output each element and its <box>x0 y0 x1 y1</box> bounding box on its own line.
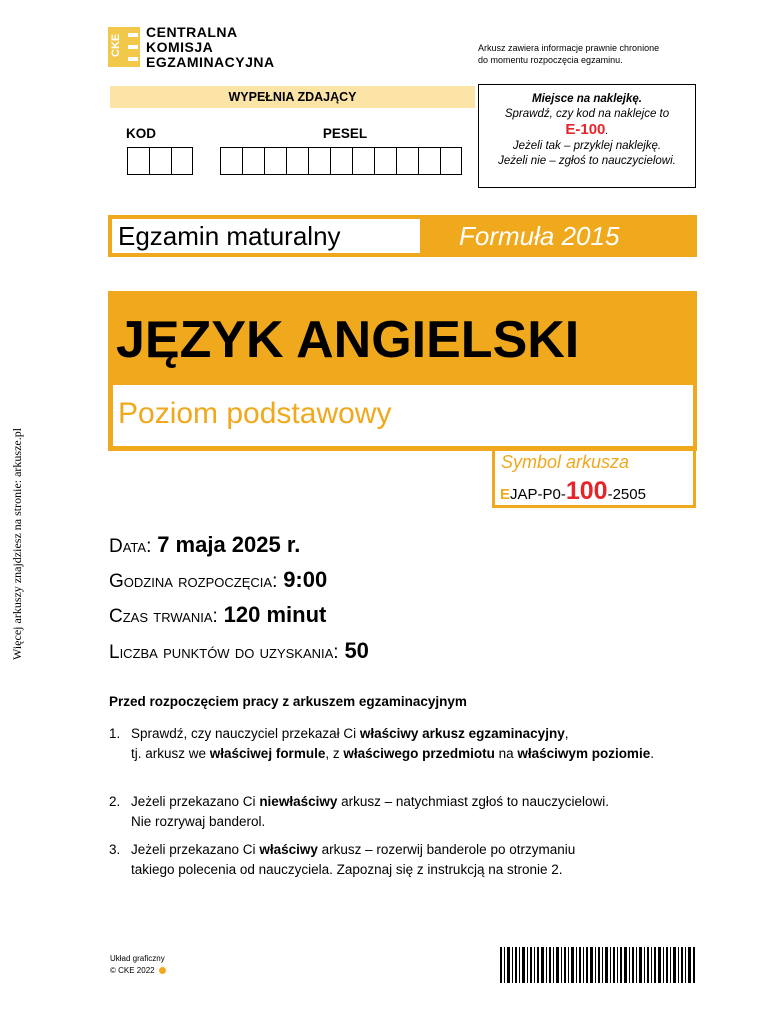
start-value: 9:00 <box>283 567 328 592</box>
item-number: 3. <box>109 842 121 857</box>
pesel-box[interactable] <box>352 147 374 175</box>
fill-header: WYPEŁNIA ZDAJĄCY <box>110 86 475 108</box>
text: Nie rozrywaj banderol. <box>131 813 266 829</box>
sticker-line-3: Jeżeli nie – zgłoś to nauczycielowi. <box>498 155 676 167</box>
duration-label: Czas trwania: <box>109 606 218 627</box>
info-date <box>109 532 300 558</box>
text: Jeżeli przekazano Ci <box>131 842 260 857</box>
duration-value: 120 minut <box>223 602 327 627</box>
symbol-label: Symbol arkusza <box>501 452 630 472</box>
sticker-line-1: Sprawdź, czy kod na naklejce to <box>504 108 670 120</box>
pesel-box[interactable] <box>396 147 418 175</box>
logo-line-3: EGZAMINACYJNA <box>146 54 275 70</box>
kod-box[interactable] <box>149 147 171 175</box>
logo-line-1: CENTRALNA <box>146 24 238 40</box>
info-duration <box>109 602 326 628</box>
instruction-item <box>109 840 669 879</box>
legal-line-2: do momentu rozpoczęcia egzaminu. <box>478 55 623 65</box>
text: tj. arkusz we <box>131 745 210 761</box>
instruction-item <box>109 724 669 763</box>
text: takiego polecenia od nauczyciela. Zapoznaj się z instrukcją na stronie 2. <box>131 861 563 877</box>
text: Sprawdź, czy nauczyciel przekazał Ci <box>131 726 360 741</box>
kod-box[interactable] <box>171 147 193 175</box>
exam-title: Egzamin maturalny <box>112 219 420 253</box>
exam-formula: Formuła 2015 <box>459 221 620 251</box>
logo-mark-text: CKE <box>110 33 122 57</box>
info-start <box>109 567 327 593</box>
pesel-box[interactable] <box>418 147 440 175</box>
footer-line-1: Układ graficzny <box>110 954 165 963</box>
pesel-label: PESEL <box>322 126 368 141</box>
logo-line-2: KOMISJA <box>146 39 214 55</box>
text: arkusz – rozerwij banderole po otrzymaniu <box>317 842 576 857</box>
subject-level: Poziom podstawowy <box>118 397 392 430</box>
cke-logo-text <box>146 25 275 70</box>
text: , z <box>325 745 344 761</box>
sticker-line-2: Jeżeli tak – przyklej naklejkę. <box>512 140 662 152</box>
symbol-prefix: JAP-P0- <box>510 486 566 503</box>
pesel-boxes[interactable] <box>220 147 462 175</box>
emphasis: właściwej formule <box>209 745 326 761</box>
sticker-title: Miejsce na naklejkę. <box>532 93 642 105</box>
symbol-code <box>500 477 646 506</box>
date-label: Data: <box>109 536 152 557</box>
sticker-code: E-100 <box>565 121 606 138</box>
pesel-box[interactable] <box>264 147 286 175</box>
emphasis: właściwego przedmiotu <box>343 745 495 761</box>
instructions-title: Przed rozpoczęciem pracy z arkuszem egzaminacyjnym <box>109 694 467 709</box>
pesel-box[interactable] <box>440 147 462 175</box>
symbol-prefix-e: E <box>500 486 511 503</box>
start-label: Godzina rozpoczęcia: <box>109 571 278 592</box>
symbol-number: 100 <box>565 477 608 505</box>
sticker-box <box>478 84 696 188</box>
pesel-box[interactable] <box>308 147 330 175</box>
kod-label: KOD <box>126 126 156 141</box>
text: arkusz – natychmiast zgłoś to nauczycielowi. <box>337 794 609 809</box>
emphasis: właściwy arkusz egzaminacyjny <box>359 726 565 741</box>
emphasis: właściwym poziomie <box>517 745 651 761</box>
text: na <box>494 745 518 761</box>
barcode <box>500 947 696 983</box>
sticker-code-suffix: . <box>605 125 609 137</box>
instruction-item <box>109 792 669 831</box>
cke-logo-mark <box>108 27 140 67</box>
text: Jeżeli przekazano Ci <box>131 794 260 809</box>
pesel-box[interactable] <box>242 147 264 175</box>
text: , <box>564 726 569 741</box>
footer <box>110 953 166 977</box>
pesel-box[interactable] <box>220 147 242 175</box>
item-number: 1. <box>109 726 121 741</box>
legal-notice <box>478 42 659 66</box>
footer-line-2: © CKE 2022 <box>110 966 155 975</box>
pesel-box[interactable] <box>286 147 308 175</box>
kod-box[interactable] <box>127 147 149 175</box>
pesel-box[interactable] <box>374 147 396 175</box>
subject-name: JĘZYK ANGIELSKI <box>116 311 580 369</box>
date-value: 7 maja 2025 r. <box>157 532 301 557</box>
points-label: Liczba punktów do uzyskania: <box>109 642 339 663</box>
emphasis: niewłaściwy <box>259 794 338 809</box>
legal-line-1: Arkusz zawiera informacje prawnie chronione <box>478 43 660 53</box>
cke-dot-icon <box>159 967 166 974</box>
symbol-suffix: -2505 <box>607 486 646 503</box>
pesel-box[interactable] <box>330 147 352 175</box>
side-watermark: Więcej arkuszy znajdziesz na stronie: arkusze.pl <box>10 427 24 660</box>
points-value: 50 <box>344 638 369 663</box>
text: . <box>650 745 654 761</box>
info-points <box>109 638 369 664</box>
emphasis: właściwy <box>259 842 318 857</box>
kod-boxes[interactable] <box>127 147 193 175</box>
item-number: 2. <box>109 794 121 809</box>
